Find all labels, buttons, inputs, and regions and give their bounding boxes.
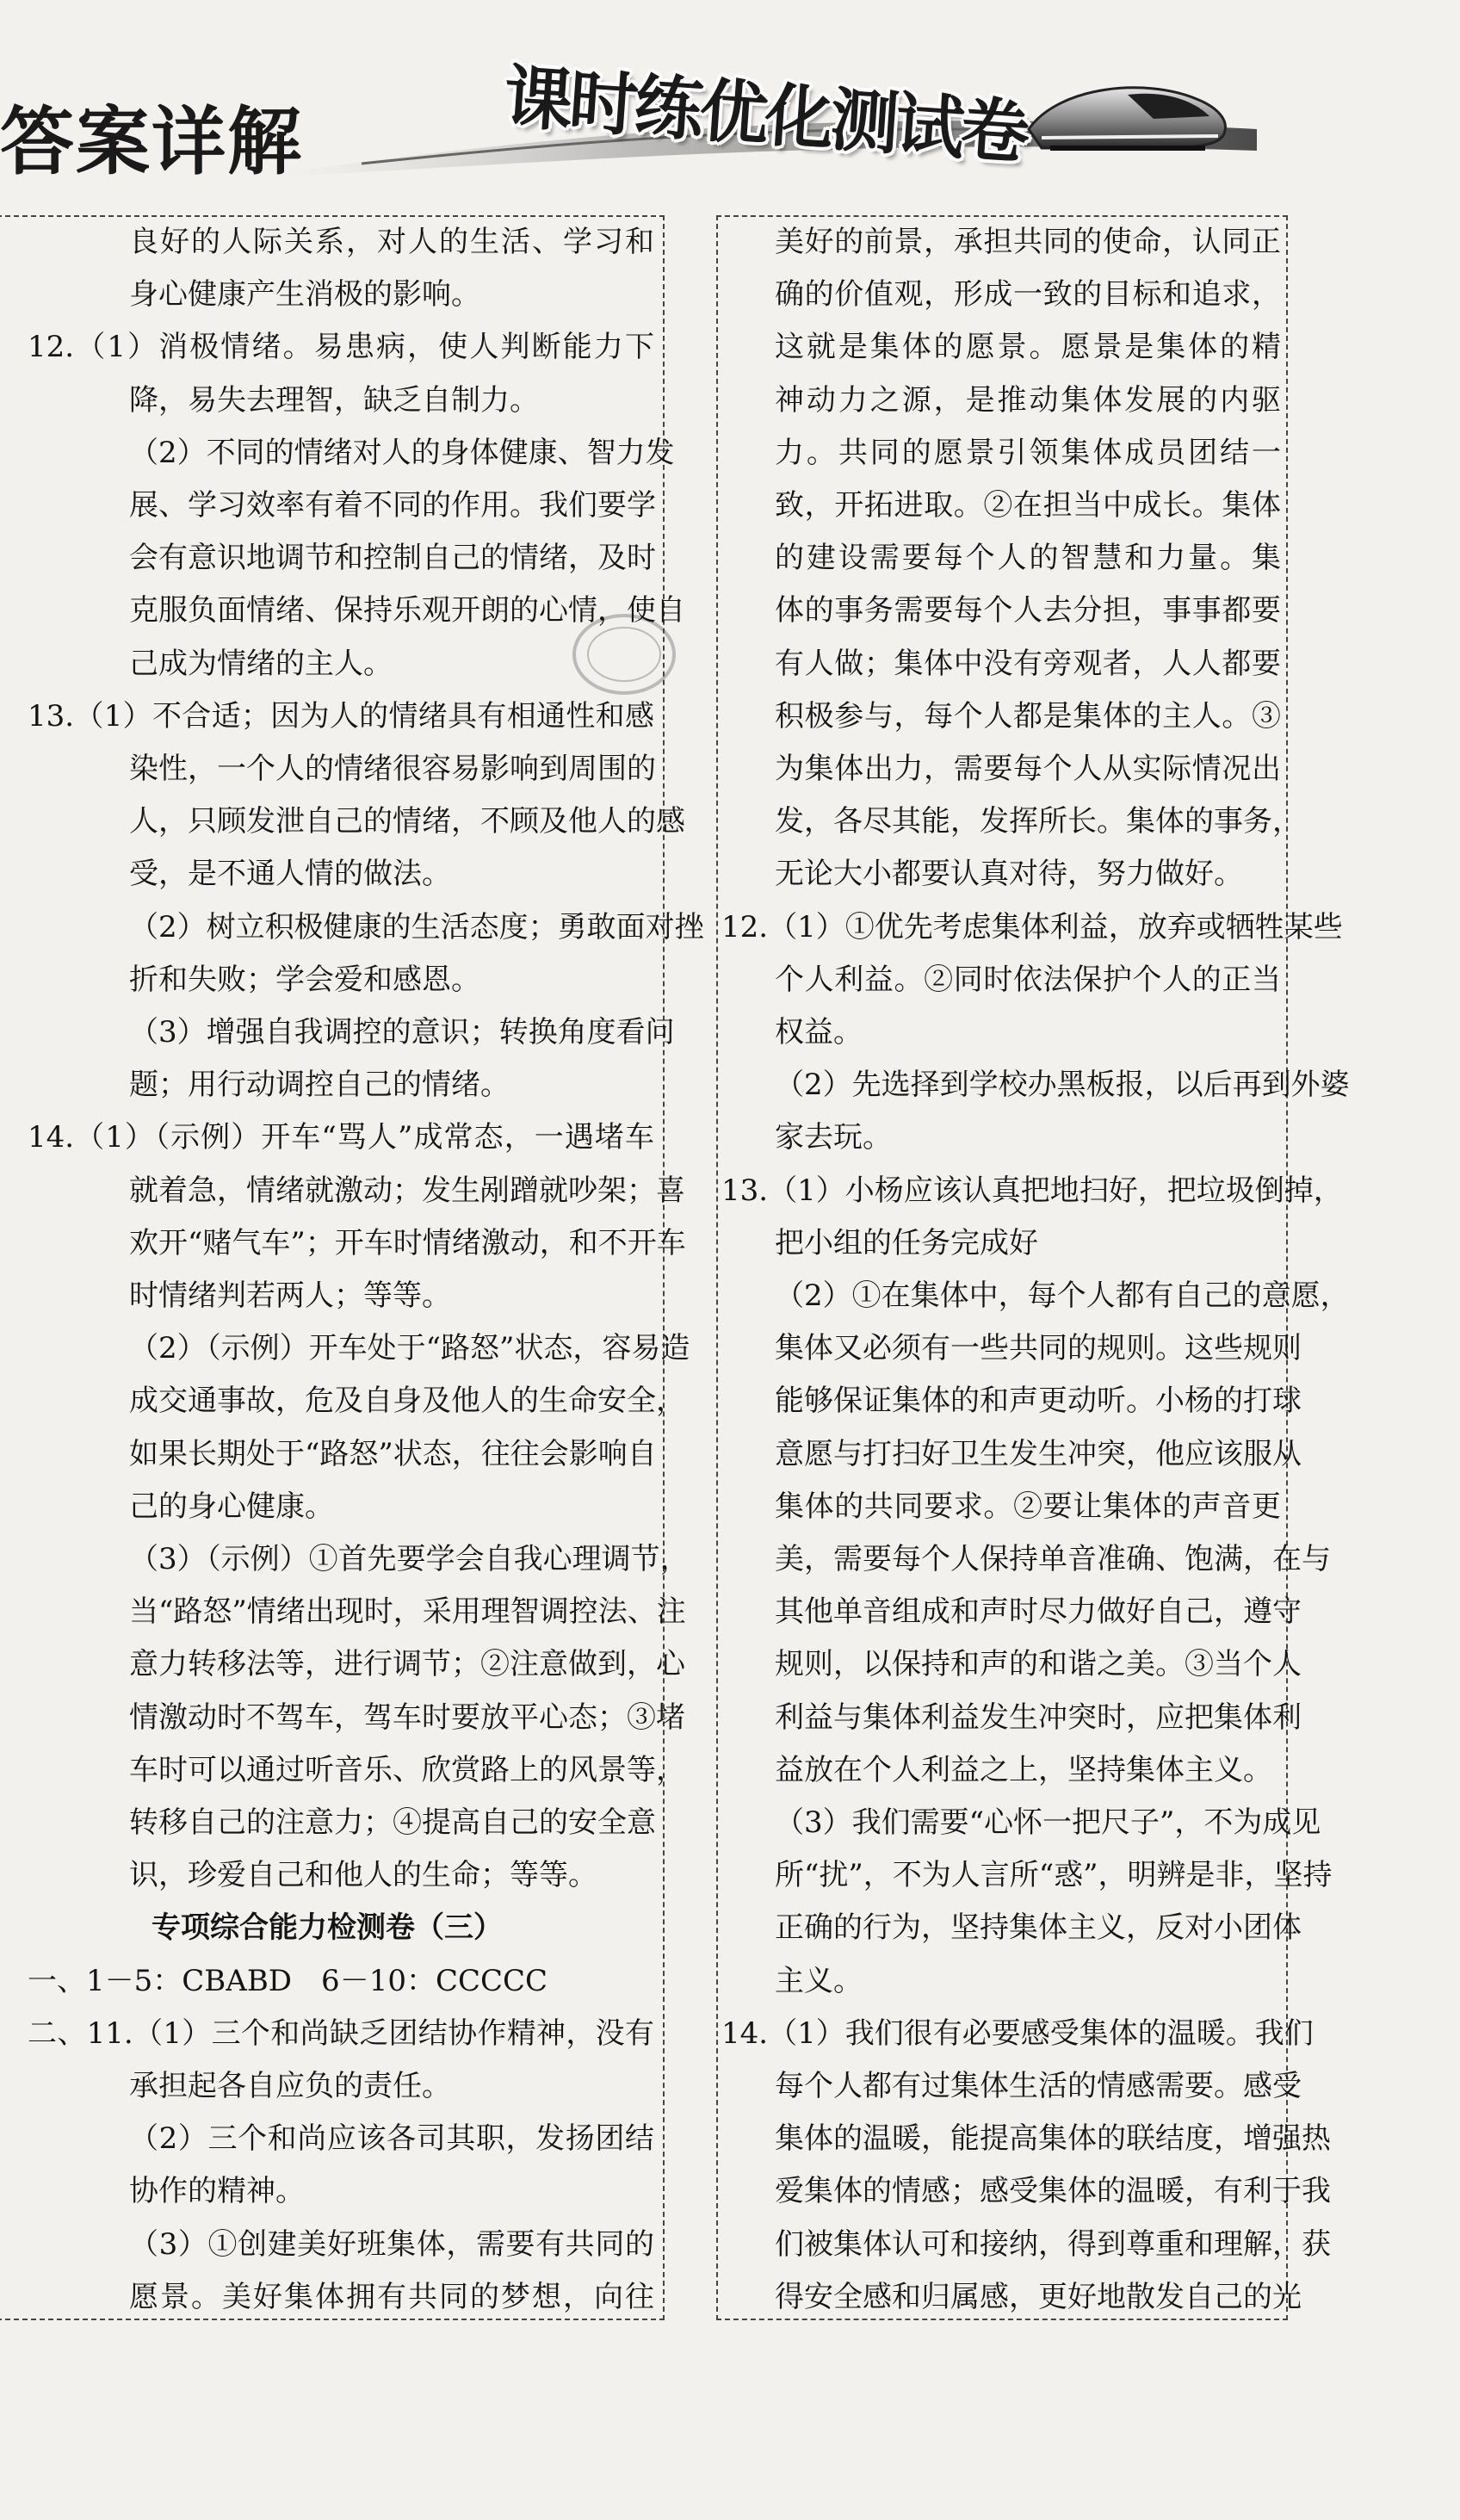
answer-text-line: （2）三个和尚应该各司其职，发扬团结 xyxy=(129,2121,654,2157)
answer-text-line: 把小组的任务完成好 xyxy=(775,1225,1038,1260)
answer-text-line: 成交通事故，危及自身及他人的生命安全， xyxy=(129,1384,685,1419)
answer-text-line: 集体又必须有一些共同的规则。这些规则 xyxy=(775,1331,1302,1366)
answer-text-line: 无论大小都要认真对待，努力做好。 xyxy=(775,857,1243,892)
answer-text-line: 其他单音组成和声时尽力做好自己，遵守 xyxy=(775,1594,1302,1630)
page-title: 答案详解 xyxy=(0,99,303,185)
answer-text-line: 意力转移法等，进行调节；②注意做到，心 xyxy=(129,1647,685,1682)
answer-text-line: 身心健康产生消极的影响。 xyxy=(129,277,480,313)
answer-text-line: （2）先选择到学校办黑板报，以后再到外婆 xyxy=(775,1068,1350,1103)
answer-text-line: 美好的前景，承担共同的使命，认同正 xyxy=(775,225,1281,259)
answer-text-line: 愿景。美好集体拥有共同的梦想，向往 xyxy=(129,2279,654,2314)
answer-text-line: 13.（1）不合适；因为人的情绪具有相通性和感 xyxy=(28,698,654,734)
answer-text-line: 们被集体认可和接纳，得到尊重和理解，获 xyxy=(775,2226,1331,2262)
answer-text-line: 的建设需要每个人的智慧和力量。集 xyxy=(775,541,1281,576)
answer-text-line: 人，只顾发泄自己的情绪，不顾及他人的感 xyxy=(129,804,685,839)
answer-text-line: 家去玩。 xyxy=(775,1120,892,1155)
answer-text-line: 14.（1）（示例）开车“骂人”成常态，一遇堵车 xyxy=(28,1120,654,1155)
answer-text-line: 己成为情绪的主人。 xyxy=(129,646,393,681)
answer-text-line: 每个人都有过集体生活的情感需要。感受 xyxy=(775,2069,1302,2103)
answer-text-line: 克服负面情绪、保持乐观开朗的心情，使自 xyxy=(129,593,685,628)
answer-text-line: 车时可以通过听音乐、欣赏路上的风景等， xyxy=(129,1752,685,1787)
answer-text-line: （3）（示例）①首先要学会自我心理调节， xyxy=(129,1542,690,1576)
page-header xyxy=(0,0,1460,194)
answer-text-line: 展、学习效率有着不同的作用。我们要学 xyxy=(129,488,656,523)
answer-text-line: 有人做；集体中没有旁观者，人人都要 xyxy=(775,646,1281,681)
answer-text-line: 识，珍爱自己和他人的生命；等等。 xyxy=(129,1858,597,1893)
answer-text-line: 正确的行为，坚持集体主义，反对小团体 xyxy=(775,1910,1302,1946)
answer-text-line: 神动力之源，是推动集体发展的内驱 xyxy=(775,382,1281,418)
answer-text-line: 这就是集体的愿景。愿景是集体的精 xyxy=(775,330,1281,365)
answer-text-line: （3）我们需要“心怀一把尺子”，不为成见 xyxy=(775,1805,1321,1840)
answer-text-line: 致，开拓进取。②在担当中成长。集体 xyxy=(775,488,1281,523)
answer-text-line: 力。共同的愿景引领集体成员团结一 xyxy=(775,435,1281,470)
answer-text-line: 良好的人际关系，对人的生活、学习和 xyxy=(129,225,654,259)
banner-title: 课时练优化测试卷 xyxy=(501,56,1030,174)
section-heading: 专项综合能力检测卷（三） xyxy=(152,1910,503,1946)
answer-text-line: 降，易失去理智，缺乏自制力。 xyxy=(129,382,539,418)
answer-text-line: 14.（1）我们很有必要感受集体的温暖。我们 xyxy=(721,2015,1314,2051)
answer-text-line: 如果长期处于“路怒”状态，往往会影响自 xyxy=(129,1436,657,1471)
answer-text-line: 12.（1）消极情绪。易患病，使人判断能力下 xyxy=(28,330,654,365)
answer-text-line: 积极参与，每个人都是集体的主人。③ xyxy=(775,698,1281,734)
answer-text-line: 12.（1）①优先考虑集体利益，放弃或牺牲某些 xyxy=(721,909,1343,944)
answer-text-line: （2）不同的情绪对人的身体健康、智力发 xyxy=(129,435,675,470)
answer-text-line: 主义。 xyxy=(775,1963,863,1998)
answer-text-line: 己的身心健康。 xyxy=(129,1489,334,1524)
answer-text-line: （2）①在集体中，每个人都有自己的意愿， xyxy=(775,1279,1350,1313)
answer-text-line: （3）增强自我调控的意识；转换角度看问 xyxy=(129,1015,675,1049)
answer-text-line: 就着急，情绪就激动；发生剐蹭就吵架；喜 xyxy=(129,1173,685,1208)
answer-text-line: （2）树立积极健康的生活态度；勇敢面对挫 xyxy=(129,909,704,944)
answer-text-line: 会有意识地调节和控制自己的情绪，及时 xyxy=(129,541,656,576)
answer-text-line: 欢开“赌气车”；开车时情绪激动，和不开车 xyxy=(129,1225,686,1260)
answer-text-line: 受，是不通人情的做法。 xyxy=(129,857,451,892)
answer-text-line: 美，需要每个人保持单音准确、饱满，在与 xyxy=(775,1542,1331,1576)
answer-text-line: 集体的共同要求。②要让集体的声音更 xyxy=(775,1489,1281,1524)
answer-text-line: 染性，一个人的情绪很容易影响到周围的 xyxy=(129,752,656,786)
answer-text-line: 爱集体的情感；感受集体的温暖，有利于我 xyxy=(775,2174,1331,2209)
answer-text-line: 得安全感和归属感，更好地散发自己的光 xyxy=(775,2279,1302,2314)
bullet-train-icon xyxy=(1024,69,1231,164)
answer-text-line: 当“路怒”情绪出现时，采用理智调控法、注 xyxy=(129,1594,686,1630)
answer-text-line: 转移自己的注意力；④提高自己的安全意 xyxy=(129,1805,656,1840)
answer-text-line: 个人利益。②同时依法保护个人的正当 xyxy=(775,962,1281,997)
answer-text-line: 体的事务需要每个人去分担，事事都要 xyxy=(775,593,1281,628)
answer-text-line: 折和失败；学会爱和感恩。 xyxy=(129,962,480,997)
answer-text-line: 规则，以保持和声的和谐之美。③当个人 xyxy=(775,1647,1302,1682)
answer-text-line: 确的价值观，形成一致的目标和追求， xyxy=(775,277,1281,313)
answer-text-line: 权益。 xyxy=(775,1015,863,1049)
answer-text-line: 能够保证集体的和声更动听。小杨的打球 xyxy=(775,1384,1302,1419)
answer-text-line: 时情绪判若两人；等等。 xyxy=(129,1279,451,1313)
answer-text-line: 所“扰”，不为人言所“惑”，明辨是非，坚持 xyxy=(775,1858,1333,1893)
answer-text-line: 为集体出力，需要每个人从实际情况出 xyxy=(775,752,1281,786)
answer-text-line: 益放在个人利益之上，坚持集体主义。 xyxy=(775,1752,1272,1787)
answer-text-line: 13.（1）小杨应该认真把地扫好，把垃圾倒掉， xyxy=(721,1173,1343,1208)
answer-text-line: 情激动时不驾车，驾车时要放平心态；③堵 xyxy=(129,1700,685,1735)
answer-text-line: 发，各尽其能，发挥所长。集体的事务， xyxy=(775,804,1302,839)
answer-text-line: 一、1－5：CBABD 6－10：CCCCC xyxy=(28,1963,548,1998)
answer-text-line: （2）（示例）开车处于“路怒”状态，容易造 xyxy=(129,1331,690,1366)
answer-text-line: （3）①创建美好班集体，需要有共同的 xyxy=(129,2226,654,2262)
answer-text-line: 承担起各自应负的责任。 xyxy=(129,2069,451,2103)
answer-text-line: 题；用行动调控自己的情绪。 xyxy=(129,1068,510,1103)
answer-text-line: 意愿与打扫好卫生发生冲突，他应该服从 xyxy=(775,1436,1302,1471)
answer-text-line: 协作的精神。 xyxy=(129,2174,305,2209)
answer-text-line: 利益与集体利益发生冲突时，应把集体利 xyxy=(775,1700,1302,1735)
answer-text-line: 集体的温暖，能提高集体的联结度，增强热 xyxy=(775,2121,1331,2157)
answer-text-line: 二、11.（1）三个和尚缺乏团结协作精神，没有 xyxy=(28,2015,654,2051)
